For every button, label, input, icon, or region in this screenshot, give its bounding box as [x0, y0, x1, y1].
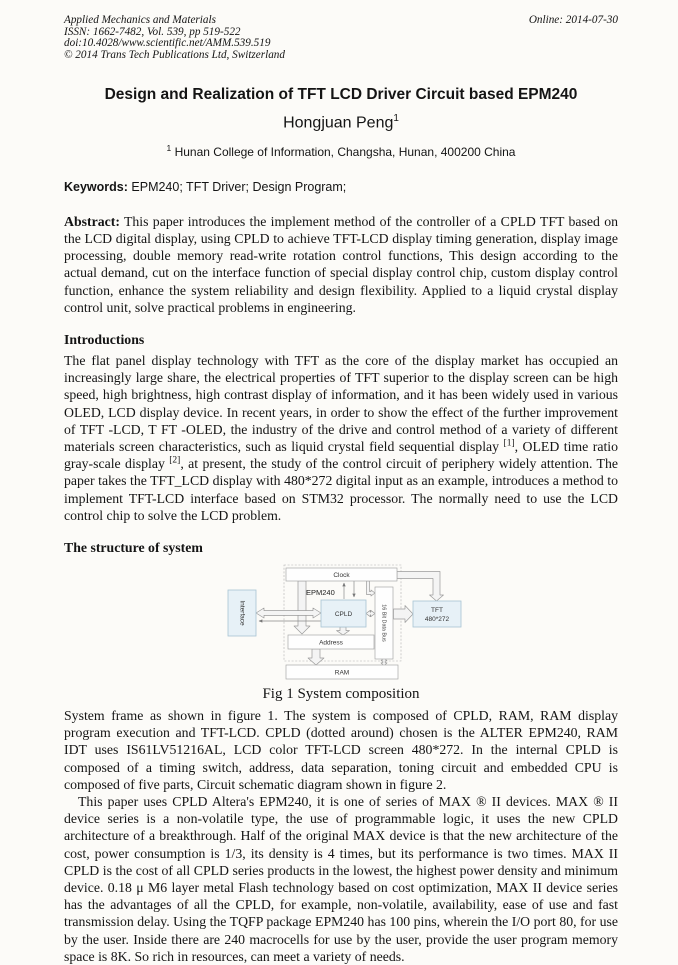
arrow-address-to-ram — [308, 649, 324, 665]
clock-label: Clock — [333, 571, 350, 579]
author-line — [64, 109, 618, 132]
journal-doi-line: doi:10.4028/www.scientific.net/AMM.539.519 — [64, 37, 271, 50]
figure-1-caption: Fig 1 System composition — [262, 685, 420, 702]
structure-paragraph-1: System frame as shown in figure 1. The system is composed of CPLD, RAM, RAM display program execution and TFT-LCD. CPLD (dotted around) chosen is the ALTER EPM240, RAM IDT uses IS61LV51216AL, LCD color TFT-LCD screen 480*272. In the internal CPLD is composed of a timing switch, address, data separation, toning circuit and embedded CPU is composed of five parts, Circuit schematic diagram shown in figure 2. — [64, 707, 618, 792]
epm240-label: EPM240 — [306, 587, 335, 597]
abstract-paragraph — [64, 213, 618, 316]
interface-label: Interface — [238, 600, 246, 626]
introductions-paragraph — [64, 352, 618, 524]
journal-copyright-line: © 2014 Trans Tech Publications Ltd, Switzerland — [64, 48, 285, 61]
journal-info-block — [64, 15, 285, 61]
citation-ref-1: [1] — [503, 438, 515, 449]
paper-title: Design and Realization of TFT LCD Driver Circuit based EPM240 — [104, 86, 578, 104]
arrow-clock-to-bus-bent — [367, 581, 376, 596]
affiliation-line — [64, 141, 618, 159]
section-heading-introductions: Introductions — [64, 331, 145, 347]
tft-box — [413, 601, 461, 627]
keywords-label: Keywords: — [64, 179, 128, 194]
journal-name: Applied Mechanics and Materials — [64, 14, 216, 26]
intro-text-3: , at present, the study of the control circuit of periphery widely attention. The paper takes the TFT_LCD display with 480*272 digital input as an example, introduces a method to implement TFT-LCD interface based on STM32 processor. The normally need to use the LCD control chip to solve the LCD problem. — [64, 456, 618, 523]
abstract-text: This paper introduces the implement method of the controller of a CPLD TFT based on the LCD digital display, using CPLD to achieve TFT-LCD display timing generation, display image processing, double memory read-write rotation control functions, This design according to the actual demand, cut on the interface function of special display control chip, custom display control function, enhance the system reliability and design flexibility. Applied to a liquid crystal display control unit, solve practical problems in engineering. — [64, 213, 619, 315]
affiliation-mark: 1 — [166, 142, 172, 153]
data-bus-label: 16 Bit Data Bus — [380, 604, 387, 642]
abstract-label: Abstract: — [64, 213, 120, 229]
author-name: Hongjuan Peng — [283, 114, 394, 132]
journal-issn-line: ISSN: 1662-7482, Vol. 539, pp 519-522 — [64, 25, 241, 38]
citation-ref-2: [2] — [169, 455, 181, 466]
arrow-interface-cpld-bidirectional — [256, 608, 321, 618]
keywords-text: EPM240; TFT Driver; Design Program; — [131, 179, 347, 194]
ram-label: RAM — [334, 669, 350, 677]
figure-1-diagram — [216, 562, 466, 680]
arrow-bus-to-tft — [394, 605, 414, 622]
arrow-clock-to-tft-bent — [397, 571, 444, 601]
structure-paragraph-2: This paper uses CPLD Altera's EPM240, it is one of series of MAX ® II devices. MAX ® II device series is a non-volatile type, the use of programmable logic, it uses the new CPLD architecture of a breakthrough. Half of the original MAX device is that the new architecture of the cost, power consumption is 1/3, its density is 4 times, but its performance is two times. MAX II CPLD is the cost of all CPLD series products in the lowest, the highest power density and minimum device. 0.18 μ M6 layer metal Flash technology based on cost optimization, MAX II device series has the advantages of all the CPLD, for example, non-volatile, availability, ease of use and fast transmission delay. Using the TQFP package EPM240 has 100 pins, wherein the I/O port 80, for use by the user. Inside there are 240 macrocells for use by the user, provide the user program memory space is 8K. So rich in resources, can meet a variety of needs. — [64, 793, 618, 964]
address-label: Address — [319, 639, 343, 647]
arrow-cpld-bus-bidirectional — [366, 610, 375, 616]
keywords-line — [64, 180, 618, 195]
tft-label-line1: TFT — [431, 606, 443, 614]
journal-header — [64, 0, 618, 61]
intro-text-2: , OLED time ratio gray-scale display — [64, 438, 619, 472]
figure-1 — [64, 562, 618, 703]
arrow-cpld-to-address — [337, 627, 350, 635]
author-affiliation-mark: 1 — [393, 113, 399, 125]
intro-text-1: The flat panel display technology with TFT as the core of the display market has occupied an increasingly large share, the electrical properties of TFT superior to the display screen can be high speed, high brightness, high contrast display of information, and it has been widely used in various OLED, LCD display device. In recent years, in order to show the effect of the further improvement of TFT -LCD, T FT -OLED, the industry of the drive and control method of a variety of different materials screen characteristics, such as liquid crystal field sequential display — [64, 352, 618, 454]
cpld-label: CPLD — [334, 610, 353, 618]
section-heading-structure: The structure of system — [64, 539, 203, 555]
online-date: Online: 2014-07-30 — [528, 14, 618, 26]
tft-label-line2: 480*272 — [424, 615, 450, 623]
affiliation-text: Hunan College of Information, Changsha, Hunan, 400200 China — [174, 144, 516, 159]
page-content — [64, 0, 618, 965]
